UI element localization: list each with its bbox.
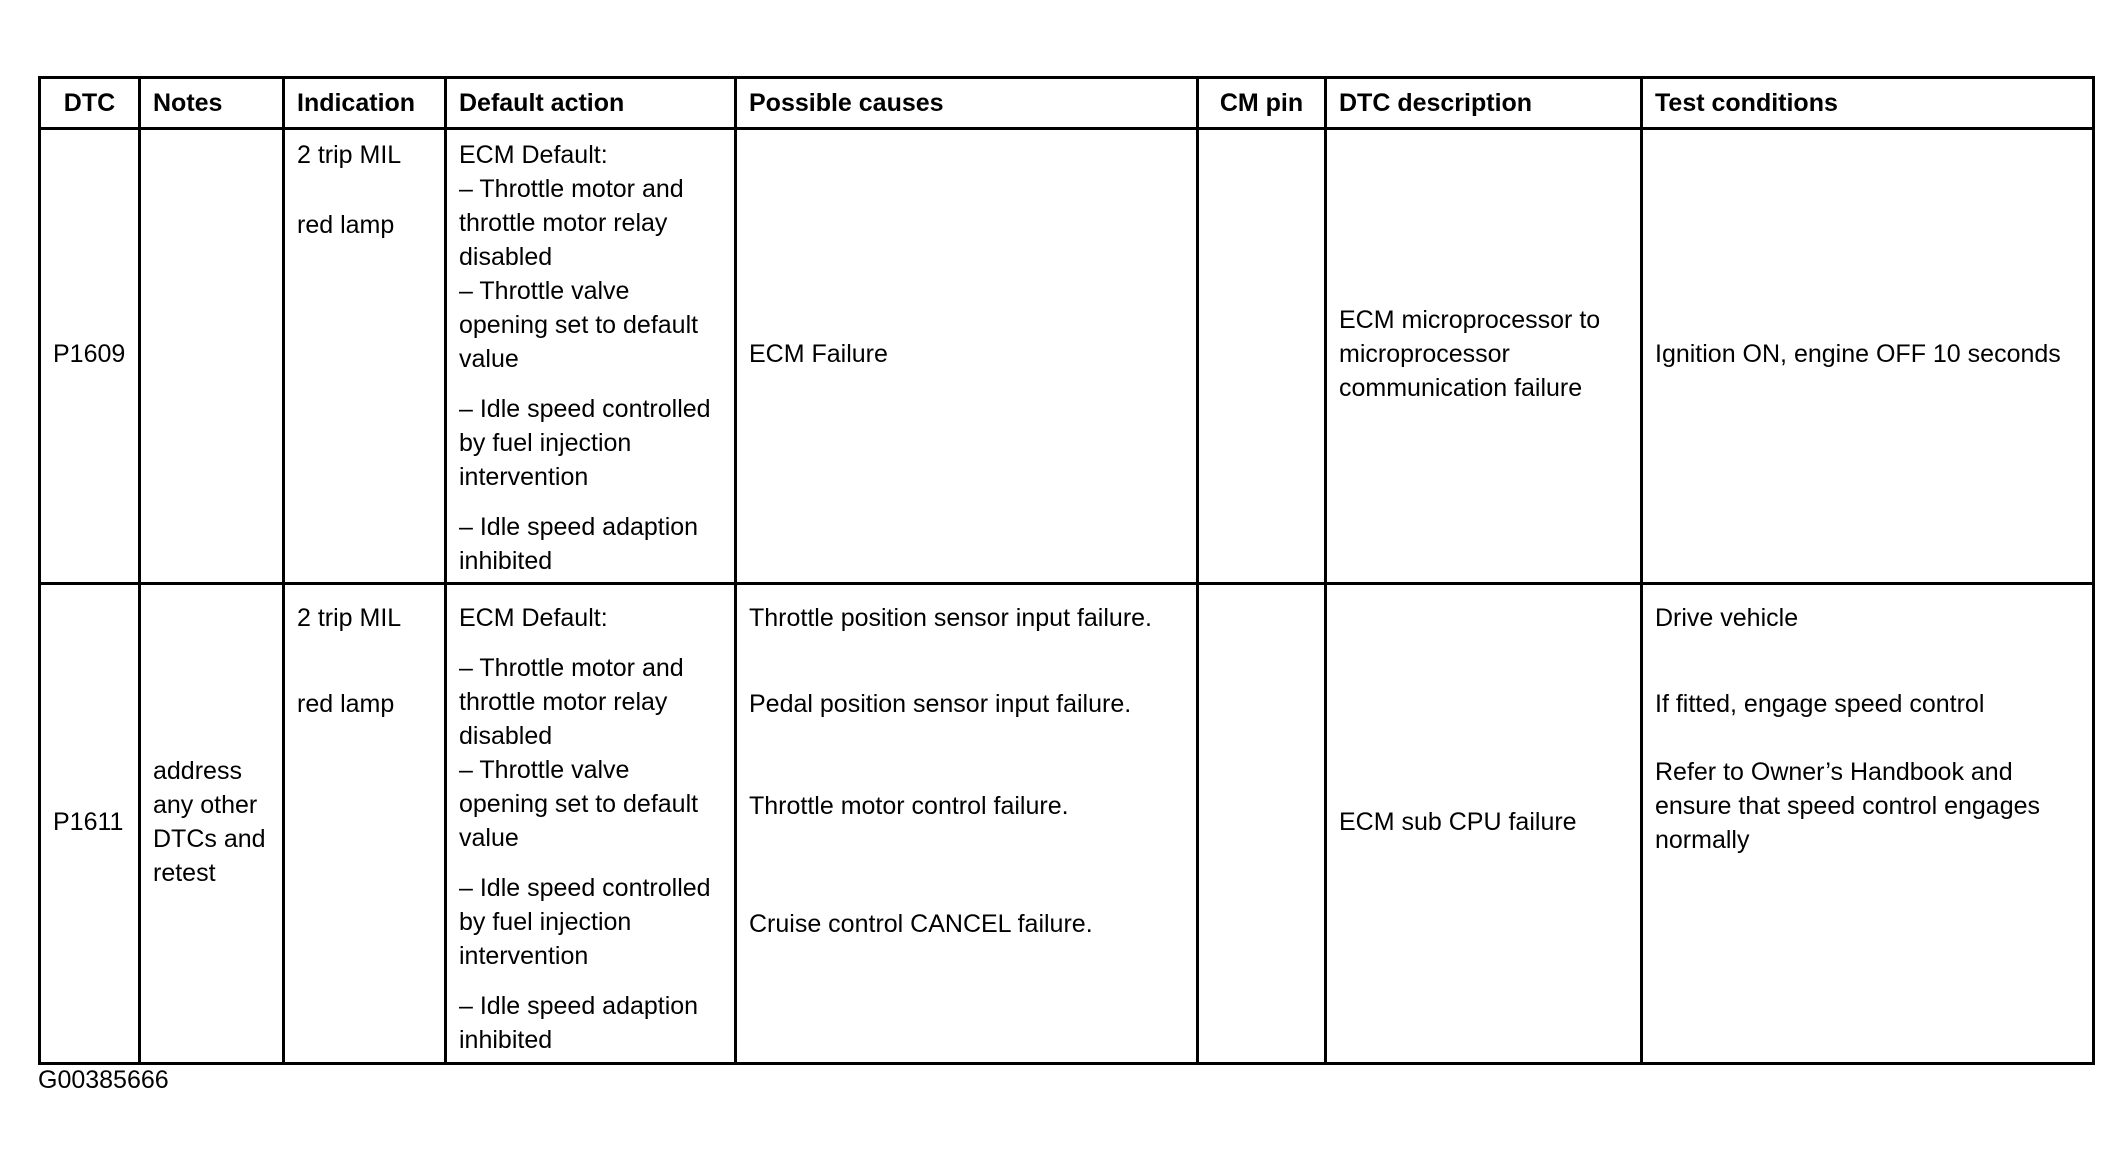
dtc-description-cell: ECM sub CPU failure xyxy=(1326,584,1642,1064)
possible-causes-cell xyxy=(736,584,1198,1064)
header-row xyxy=(40,78,2094,129)
default-action-cell xyxy=(446,129,736,584)
header-default-action: Default action xyxy=(446,78,736,129)
default-action-title: ECM Default: xyxy=(459,141,608,169)
default-action-item: – Idle speed controlled by fuel injection intervention xyxy=(459,874,711,970)
notes-cell: address any other DTCs and retest xyxy=(140,584,284,1064)
default-action-item: – Idle speed controlled by fuel injection intervention xyxy=(459,395,711,491)
dtc-description-cell: ECM microprocessor to microprocessor communication failure xyxy=(1326,129,1642,584)
indication-mil: 2 trip MIL xyxy=(297,604,402,632)
figure-code: G00385666 xyxy=(38,1066,169,1094)
possible-cause: Throttle position sensor input failure. xyxy=(749,604,1152,632)
notes-cell xyxy=(140,129,284,584)
default-action-item: – Throttle valve opening set to default value xyxy=(459,756,699,852)
possible-cause: Pedal position sensor input failure. xyxy=(749,690,1132,718)
default-action-item: – Throttle motor and throttle motor relay disabled xyxy=(459,175,684,271)
test-condition: Drive vehicle xyxy=(1655,604,1799,632)
table-row xyxy=(40,584,2094,1064)
default-action-item: – Throttle valve opening set to default value xyxy=(459,277,699,373)
test-condition: If fitted, engage speed control xyxy=(1655,690,1985,718)
indication-mil: 2 trip MIL xyxy=(297,141,402,169)
header-test-conditions: Test conditions xyxy=(1642,78,2094,129)
cm-pin-cell xyxy=(1198,584,1326,1064)
indication-cell xyxy=(284,584,446,1064)
default-action-cell xyxy=(446,584,736,1064)
header-indication: Indication xyxy=(284,78,446,129)
dtc-code: P1609 xyxy=(40,129,140,584)
default-action-title: ECM Default: xyxy=(459,604,608,632)
header-dtc: DTC xyxy=(40,78,140,129)
possible-causes-cell xyxy=(736,129,1198,584)
default-action-item: – Idle speed adaption inhibited xyxy=(459,992,699,1054)
possible-cause: ECM Failure xyxy=(749,340,888,368)
header-notes: Notes xyxy=(140,78,284,129)
table-row xyxy=(40,129,2094,584)
default-action-item: – Idle speed adaption inhibited xyxy=(459,513,699,575)
cm-pin-cell xyxy=(1198,129,1326,584)
header-cm-pin: CM pin xyxy=(1198,78,1326,129)
header-dtc-description: DTC description xyxy=(1326,78,1642,129)
possible-cause: Cruise control CANCEL failure. xyxy=(749,910,1093,938)
test-condition: Refer to Owner’s Handbook and ensure that speed control engages normally xyxy=(1655,758,2040,854)
dtc-code: P1611 xyxy=(40,584,140,1064)
indication-lamp: red lamp xyxy=(297,211,395,239)
test-conditions-cell xyxy=(1642,129,2094,584)
test-conditions-cell xyxy=(1642,584,2094,1064)
indication-cell xyxy=(284,129,446,584)
default-action-item: – Throttle motor and throttle motor relay disabled xyxy=(459,654,684,750)
indication-lamp: red lamp xyxy=(297,690,395,718)
test-condition: Ignition ON, engine OFF 10 seconds xyxy=(1655,340,2061,368)
header-possible-causes: Possible causes xyxy=(736,78,1198,129)
dtc-table xyxy=(38,76,2095,1065)
possible-cause: Throttle motor control failure. xyxy=(749,792,1069,820)
